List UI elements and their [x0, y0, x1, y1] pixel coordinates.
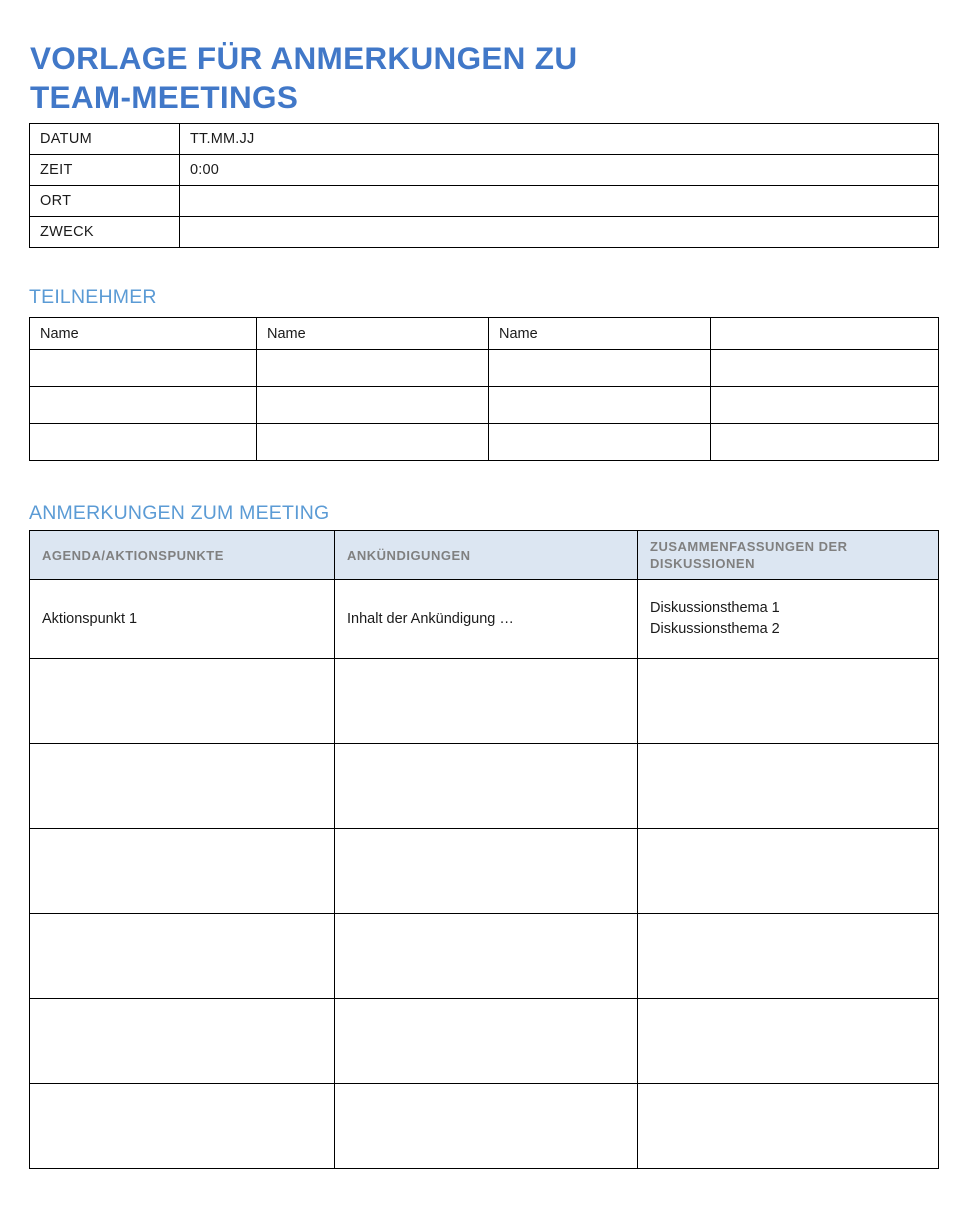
participant-name-header-2: Name: [257, 318, 489, 350]
section-heading-meeting-notes: ANMERKUNGEN ZUM MEETING: [29, 502, 330, 524]
notes-cell-agenda[interactable]: [30, 580, 335, 659]
table-row: [30, 155, 939, 186]
meta-value-zweck[interactable]: [180, 217, 939, 248]
meta-label-ort: ORT: [30, 186, 180, 217]
meta-value-ort[interactable]: [180, 186, 939, 217]
table-row: [30, 387, 939, 424]
participant-cell[interactable]: [30, 350, 257, 387]
section-heading-participants: TEILNEHMER: [29, 286, 157, 308]
notes-cell-announcements[interactable]: [335, 829, 638, 914]
notes-cell-agenda[interactable]: [30, 1084, 335, 1169]
table-row: [30, 350, 939, 387]
meta-value-datum[interactable]: TT.MM.JJ: [180, 124, 939, 155]
notes-cell-discussion[interactable]: [638, 914, 939, 999]
notes-cell-announcements[interactable]: [335, 659, 638, 744]
meeting-details-table: [29, 123, 939, 248]
participants-table: [29, 317, 939, 461]
meta-label-datum: DATUM: [30, 124, 180, 155]
table-row: [30, 186, 939, 217]
cell-line: Diskussionsthema 1: [650, 600, 780, 616]
participant-cell[interactable]: [257, 387, 489, 424]
page-title-line-2: TEAM-MEETINGS: [30, 79, 299, 116]
participant-name-header-1: Name: [30, 318, 257, 350]
meta-label-zeit: ZEIT: [30, 155, 180, 186]
notes-cell-agenda[interactable]: [30, 914, 335, 999]
notes-cell-discussion[interactable]: [638, 999, 939, 1084]
notes-cell-agenda[interactable]: [30, 829, 335, 914]
meta-label-zweck: ZWECK: [30, 217, 180, 248]
table-header-row: [30, 531, 939, 580]
meta-value-zeit[interactable]: 0:00: [180, 155, 939, 186]
notes-cell-announcements[interactable]: [335, 744, 638, 829]
cell-line: Inhalt der Ankündigung …: [347, 610, 514, 627]
participant-cell[interactable]: [30, 387, 257, 424]
meeting-notes-table: [29, 530, 939, 1169]
table-row: [30, 424, 939, 461]
table-row: [30, 580, 939, 659]
table-row: [30, 318, 939, 350]
participant-cell[interactable]: [489, 387, 711, 424]
cell-content: [650, 598, 926, 640]
page-title: [30, 39, 770, 117]
notes-cell-discussion[interactable]: [638, 1084, 939, 1169]
participant-cell[interactable]: [257, 350, 489, 387]
cell-content: [42, 609, 322, 630]
notes-cell-discussion[interactable]: [638, 659, 939, 744]
notes-cell-announcements[interactable]: [335, 999, 638, 1084]
notes-cell-announcements[interactable]: [335, 914, 638, 999]
cell-line: Aktionspunkt 1: [42, 610, 138, 627]
participant-cell[interactable]: [257, 424, 489, 461]
participant-cell[interactable]: [711, 387, 939, 424]
participant-name-header-3: Name: [489, 318, 711, 350]
notes-cell-agenda[interactable]: [30, 659, 335, 744]
table-row: [30, 829, 939, 914]
participant-cell[interactable]: [711, 350, 939, 387]
table-row: [30, 217, 939, 248]
table-row: [30, 124, 939, 155]
cell-line: Diskussionsthema 2: [650, 621, 780, 637]
participant-cell[interactable]: [489, 350, 711, 387]
notes-cell-discussion[interactable]: [638, 829, 939, 914]
notes-cell-announcements[interactable]: [335, 1084, 638, 1169]
column-header-announcements: ANKÜNDIGUNGEN: [335, 531, 638, 580]
table-row: [30, 1084, 939, 1169]
participant-cell[interactable]: [711, 424, 939, 461]
participant-cell[interactable]: [30, 424, 257, 461]
notes-cell-agenda[interactable]: [30, 744, 335, 829]
table-row: [30, 914, 939, 999]
table-row: [30, 999, 939, 1084]
column-header-discussion-summaries: ZUSAMMENFASSUNGEN DER DISKUSSIONEN: [638, 531, 939, 580]
page-title-line-1: VORLAGE FÜR ANMERKUNGEN ZU: [30, 40, 578, 77]
table-row: [30, 744, 939, 829]
notes-cell-announcements[interactable]: [335, 580, 638, 659]
column-header-agenda: AGENDA/AKTIONSPUNKTE: [30, 531, 335, 580]
table-row: [30, 659, 939, 744]
participant-cell[interactable]: [489, 424, 711, 461]
cell-content: [347, 609, 625, 630]
notes-cell-discussion[interactable]: [638, 744, 939, 829]
participant-name-header-4: [711, 318, 939, 350]
notes-cell-discussion[interactable]: [638, 580, 939, 659]
notes-cell-agenda[interactable]: [30, 999, 335, 1084]
